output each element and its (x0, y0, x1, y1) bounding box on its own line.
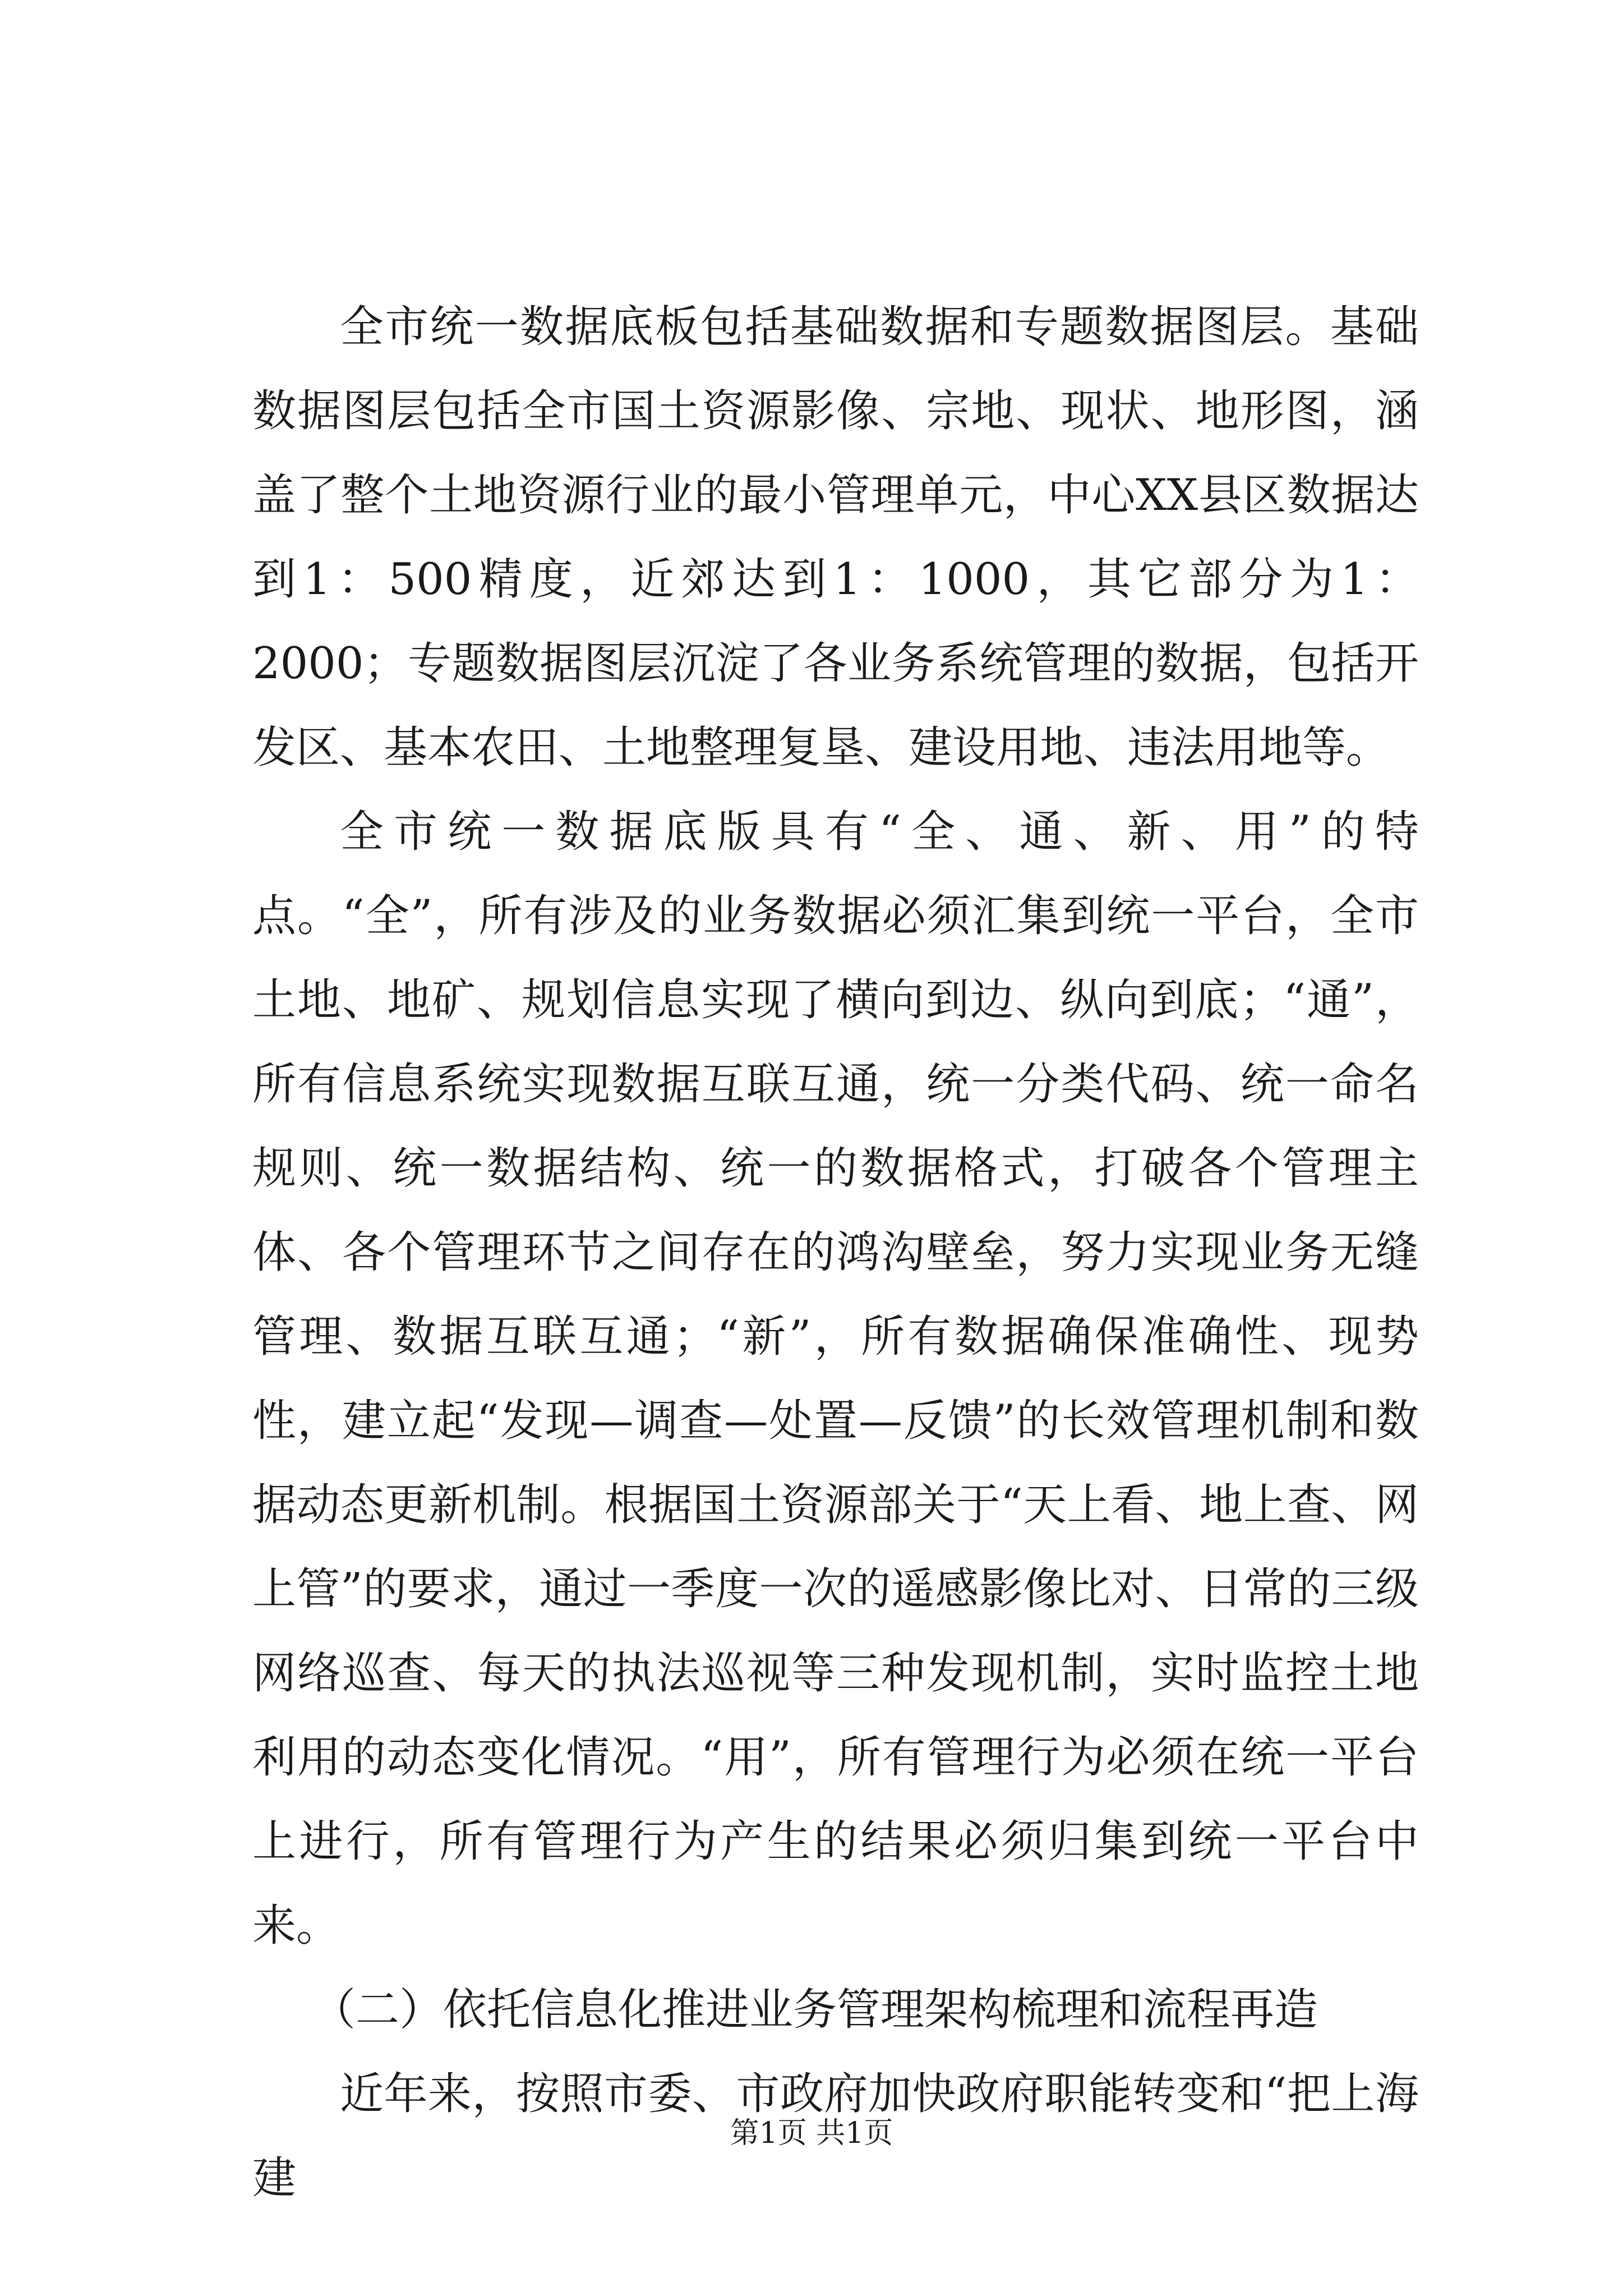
document-body (252, 285, 1419, 2220)
section-heading: （二）依托信息化推进业务管理架构梳理和流程再造 (312, 1985, 1318, 2035)
paragraph-data-base-features: 全市统一数据底版具有“全、通、新、用”的特点。“全”，所有涉及的业务数据必须汇集到统一平台，全市土地、地矿、规划信息实现了横向到边、纵向到底；“通”，所有信息系统实现数据互联互通，统一分类代码、统一命名规则、统一数据结构、统一的数据格式，打破各个管理主体、各个管理环节之间存在的鸿沟壁垒，努力实现业务无缝管理、数据互联互通；“新”，所有数据确保准确性、现势性，建立起“发现—调查—处置—反馈”的长效管理机制和数据动态更新机制。根据国土资源部关于“天上看、地上查、网上管”的要求，通过一季度一次的遥感影像比对、日常的三级网络巡查、每天的执法巡视等三种发现机制，实时监控土地利用的动态变化情况。“用”，所有管理行为必须在统一平台上进行，所有管理行为产生的结果必须归集到统一平台中来。 (252, 807, 1419, 1951)
page-footer: 第1页 共1页 (730, 2116, 893, 2150)
paragraph-data-base-layers: 全市统一数据底板包括基础数据和专题数据图层。基础数据图层包括全市国土资源影像、宗地、现状、地形图，涵盖了整个土地资源行业的最小管理单元，中心XX县区数据达到1：500精度，近郊达到1：1000，其它部分为1：2000；专题数据图层沉淀了各业务系统管理的数据，包括开发区、基本农田、土地整理复垦、建设用地、违法用地等。 (252, 302, 1419, 773)
paragraph-recent-years: 近年来，按照市委、市政府加快政府职能转变和“把上海建 (252, 2069, 1419, 2203)
